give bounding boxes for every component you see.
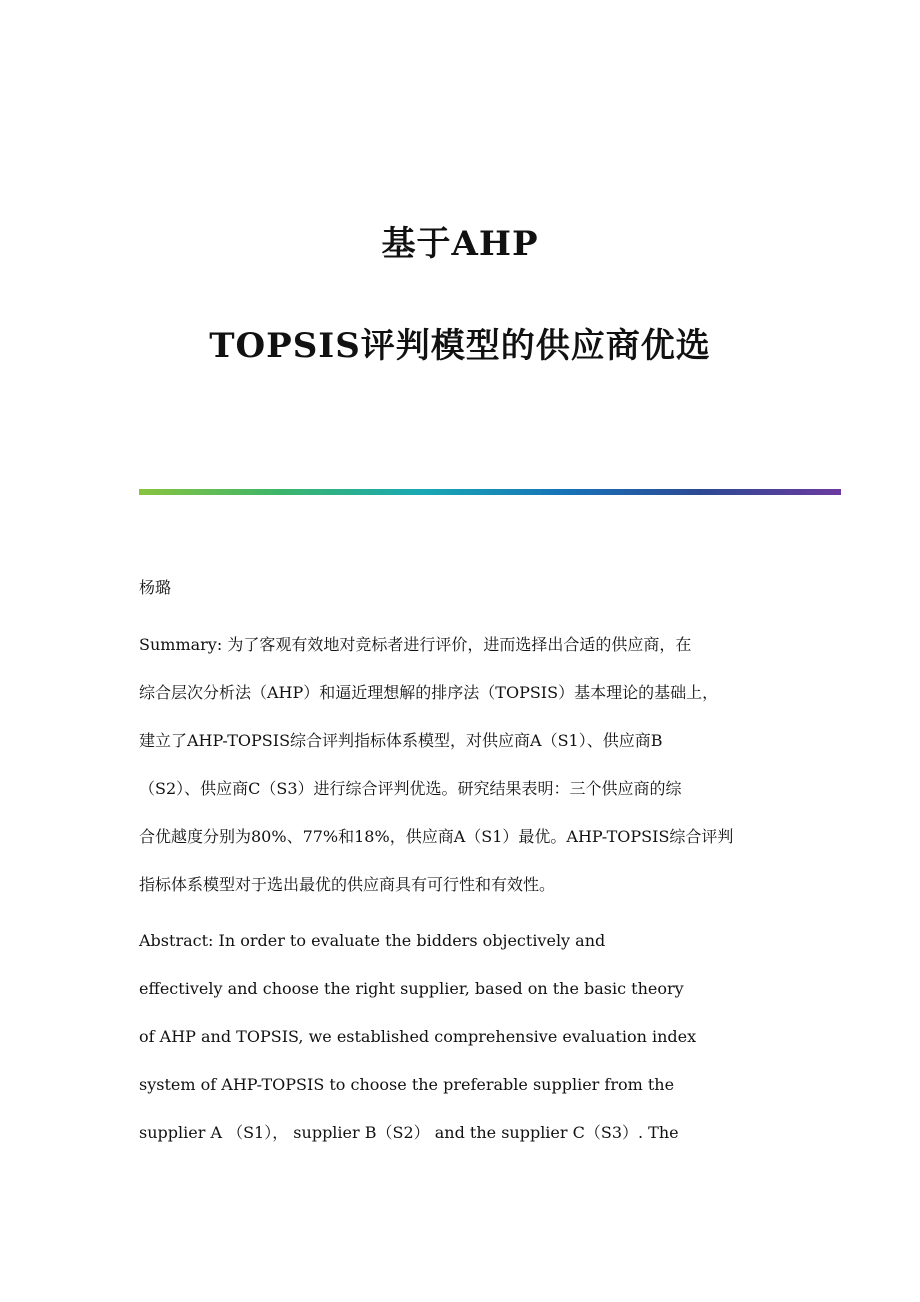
abstract-paragraph xyxy=(139,928,789,1168)
author-name: 杨璐 xyxy=(139,578,172,597)
abstract-line: Abstract: In order to evaluate the bidders objectively and xyxy=(139,931,606,950)
page-title-line-1: 基于AHP xyxy=(381,224,539,264)
abstract-line: system of AHP-TOPSIS to choose the preferable supplier from the xyxy=(139,1075,675,1094)
summary-line: 建立了AHP-TOPSIS综合评判指标体系模型，对供应商A（S1）、供应商B xyxy=(139,731,663,750)
summary-line: Summary: 为了客观有效地对竞标者进行评价，进而选择出合适的供应商，在 xyxy=(139,635,692,654)
summary-line: 合优越度分别为80%、77%和18%，供应商A（S1）最优。AHP-TOPSIS综合评判 xyxy=(139,827,734,846)
abstract-line: supplier A （S1）， supplier B（S2） and the supplier C（S3）. The xyxy=(139,1123,679,1142)
summary-line: （S2）、供应商C（S3）进行综合评判优选。研究结果表明：三个供应商的综 xyxy=(139,779,682,798)
summary-line: 指标体系模型对于选出最优的供应商具有可行性和有效性。 xyxy=(139,875,556,894)
summary-line: 综合层次分析法（AHP）和逼近理想解的排序法（TOPSIS）基本理论的基础上， xyxy=(139,683,719,702)
abstract-line: effectively and choose the right supplier, based on the basic theory xyxy=(139,979,684,998)
abstract-line: of AHP and TOPSIS, we established comprehensive evaluation index xyxy=(139,1027,697,1046)
page-title-line-2: TOPSIS评判模型的供应商优选 xyxy=(209,326,711,366)
summary-paragraph xyxy=(139,632,789,920)
gradient-divider xyxy=(139,489,841,495)
